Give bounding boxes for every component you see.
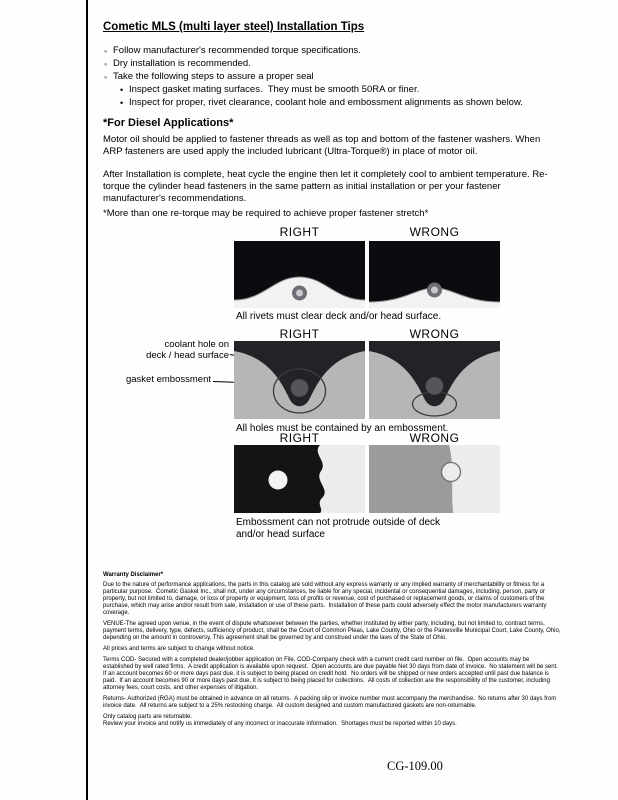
figure-holes-wrong xyxy=(369,341,500,419)
right-label: RIGHT xyxy=(279,225,320,239)
legal-paragraph: Due to the nature of performance applications, the parts in this catalog are sold without any express warranty or any implied warranty of merchantability or fitness for a particular purpose. Cometic Gasket Inc., shall not, under any circumstances, be liable for any special, incidental or consequential damages, including, person, party or property, but not limited to, damage, or loss of property or equipment, loss of profits or revenue, cost of purchased or replacement goods, or claims of customers of the purchase, which may arise and/or result from sale, installation or use of these parts. Installation of these parts could adversely effect the motor manufacturers warranty coverage. xyxy=(103,582,549,616)
figure-caption-rivets: All rivets must clear deck and/or head surface. xyxy=(236,311,442,322)
bullet-icon xyxy=(104,45,113,58)
figure-holes-right xyxy=(234,341,365,419)
tip-item xyxy=(104,45,523,58)
wrong-label: WRONG xyxy=(409,327,460,341)
figure-caption-holes: All holes must be contained by an embossment. xyxy=(236,423,449,434)
retorque-note: *More than one re-torque may be required to achieve proper fastener stretch* xyxy=(103,208,429,219)
tip-item xyxy=(104,58,523,71)
figure-rivets-right xyxy=(234,241,365,308)
bullet-icon xyxy=(120,84,129,97)
legal-paragraph: All prices and terms are subject to change without notice. xyxy=(103,646,255,652)
tip-text: Follow manufacturer's recommended torque specifications. xyxy=(113,45,361,56)
legal-paragraph: Only catalog parts are returnable. xyxy=(103,714,193,720)
figure-rivets-wrong xyxy=(369,241,500,308)
tip-sub-item xyxy=(120,97,523,110)
diesel-applications-heading: *For Diesel Applications* xyxy=(103,117,234,129)
wrong-label: WRONG xyxy=(409,225,460,239)
bullet-icon xyxy=(120,97,129,110)
left-margin-rule xyxy=(86,0,88,800)
tip-text: Take the following steps to assure a proper seal xyxy=(113,71,314,82)
figure-caption-protrude: Embossment can not protrude outside of deck and/or head surface xyxy=(236,517,443,540)
gasket-embossment-label: gasket embossment xyxy=(125,374,211,385)
warranty-disclaimer-heading: Warranty Disclaimer* xyxy=(103,572,164,578)
right-label: RIGHT xyxy=(279,327,320,341)
legal-paragraph: Terms COD- Secured with a completed dealer/jobber application on File, COD-Company check with a current credit card number on file. Open accounts may be established by well rated firms. A credit application is available upon request. Open accounts are due payable Net 30 days from date of invoice. No statement will be sent. If an account becomes 60 or more days past due, it is subject to being placed on credit hold. No orders will be shipped or new orders accepted until past due balance is paid. If an account becomes 90 or more days past due, it is subject to being placed for collections. All costs of collection are the responsibility of the customer, including attorney fees, court costs, and other expenses of litigation. xyxy=(103,657,562,691)
right-label: RIGHT xyxy=(279,431,320,445)
wrong-label: WRONG xyxy=(409,431,460,445)
bullet-icon xyxy=(104,71,113,84)
page-code: CG-109.00 xyxy=(387,759,443,773)
coolant-hole-label: coolant hole on deck / head surface xyxy=(146,339,229,361)
page-title: Cometic MLS (multi layer steel) Installation Tips xyxy=(103,21,365,33)
figure-embossment-wrong xyxy=(369,445,500,513)
tip-text: Dry installation is recommended. xyxy=(113,58,251,69)
figure-embossment-right xyxy=(234,445,365,513)
tip-sub-item xyxy=(120,84,523,97)
legal-paragraph: Returns- Authorized (RGA) must be obtained in advance on all returns. A packing slip or invoice number must accompany the merchandise. No returns after 30 days from invoice date. All returns are subject to a 25% restocking charge. All custom designed and custom manufactured gaskets are non-returnable. xyxy=(103,696,558,709)
legal-section xyxy=(103,572,561,732)
legal-paragraph: Review your invoice and notify us immediately of any incorrect or inaccurate information. Shortages must be reported within 10 days. xyxy=(103,721,457,727)
diesel-paragraph-1: Motor oil should be applied to fastener threads as well as top and bottom of the fastener washers. When ARP fasteners are used apply the included lubricant (Ultra-Torque®) in place of motor oil. xyxy=(103,134,543,157)
tips-list xyxy=(104,45,523,110)
bullet-icon xyxy=(104,58,113,71)
tip-item xyxy=(104,71,523,84)
tip-text: Inspect gasket mating surfaces. They must be smooth 50RA or finer. xyxy=(129,84,420,95)
tip-text: Inspect for proper, rivet clearance, coolant hole and embossment alignments as shown below. xyxy=(129,97,523,108)
legal-paragraph: VENUE-The agreed upon venue, in the event of dispute whatsoever between the parties, whether instituted by either party, including, but not limited to, contract terms, payment terms, delivery, type, defects, sufficiency of product, shall be the Court of Common Pleas, Lake County, Ohio or the Painesville Municipal Court, Lake County, Ohio, depending on the amount in controversy. This agreement shall be governed by and construed under the laws of the State of Ohio. xyxy=(103,621,563,641)
diesel-paragraph-2: After Installation is complete, heat cycle the engine then let it completely cool to ambient temperature. Re-torque the cylinder head fasteners in the same pattern as initial installation or per your fastener manufacturer's recommendations. xyxy=(103,169,548,204)
